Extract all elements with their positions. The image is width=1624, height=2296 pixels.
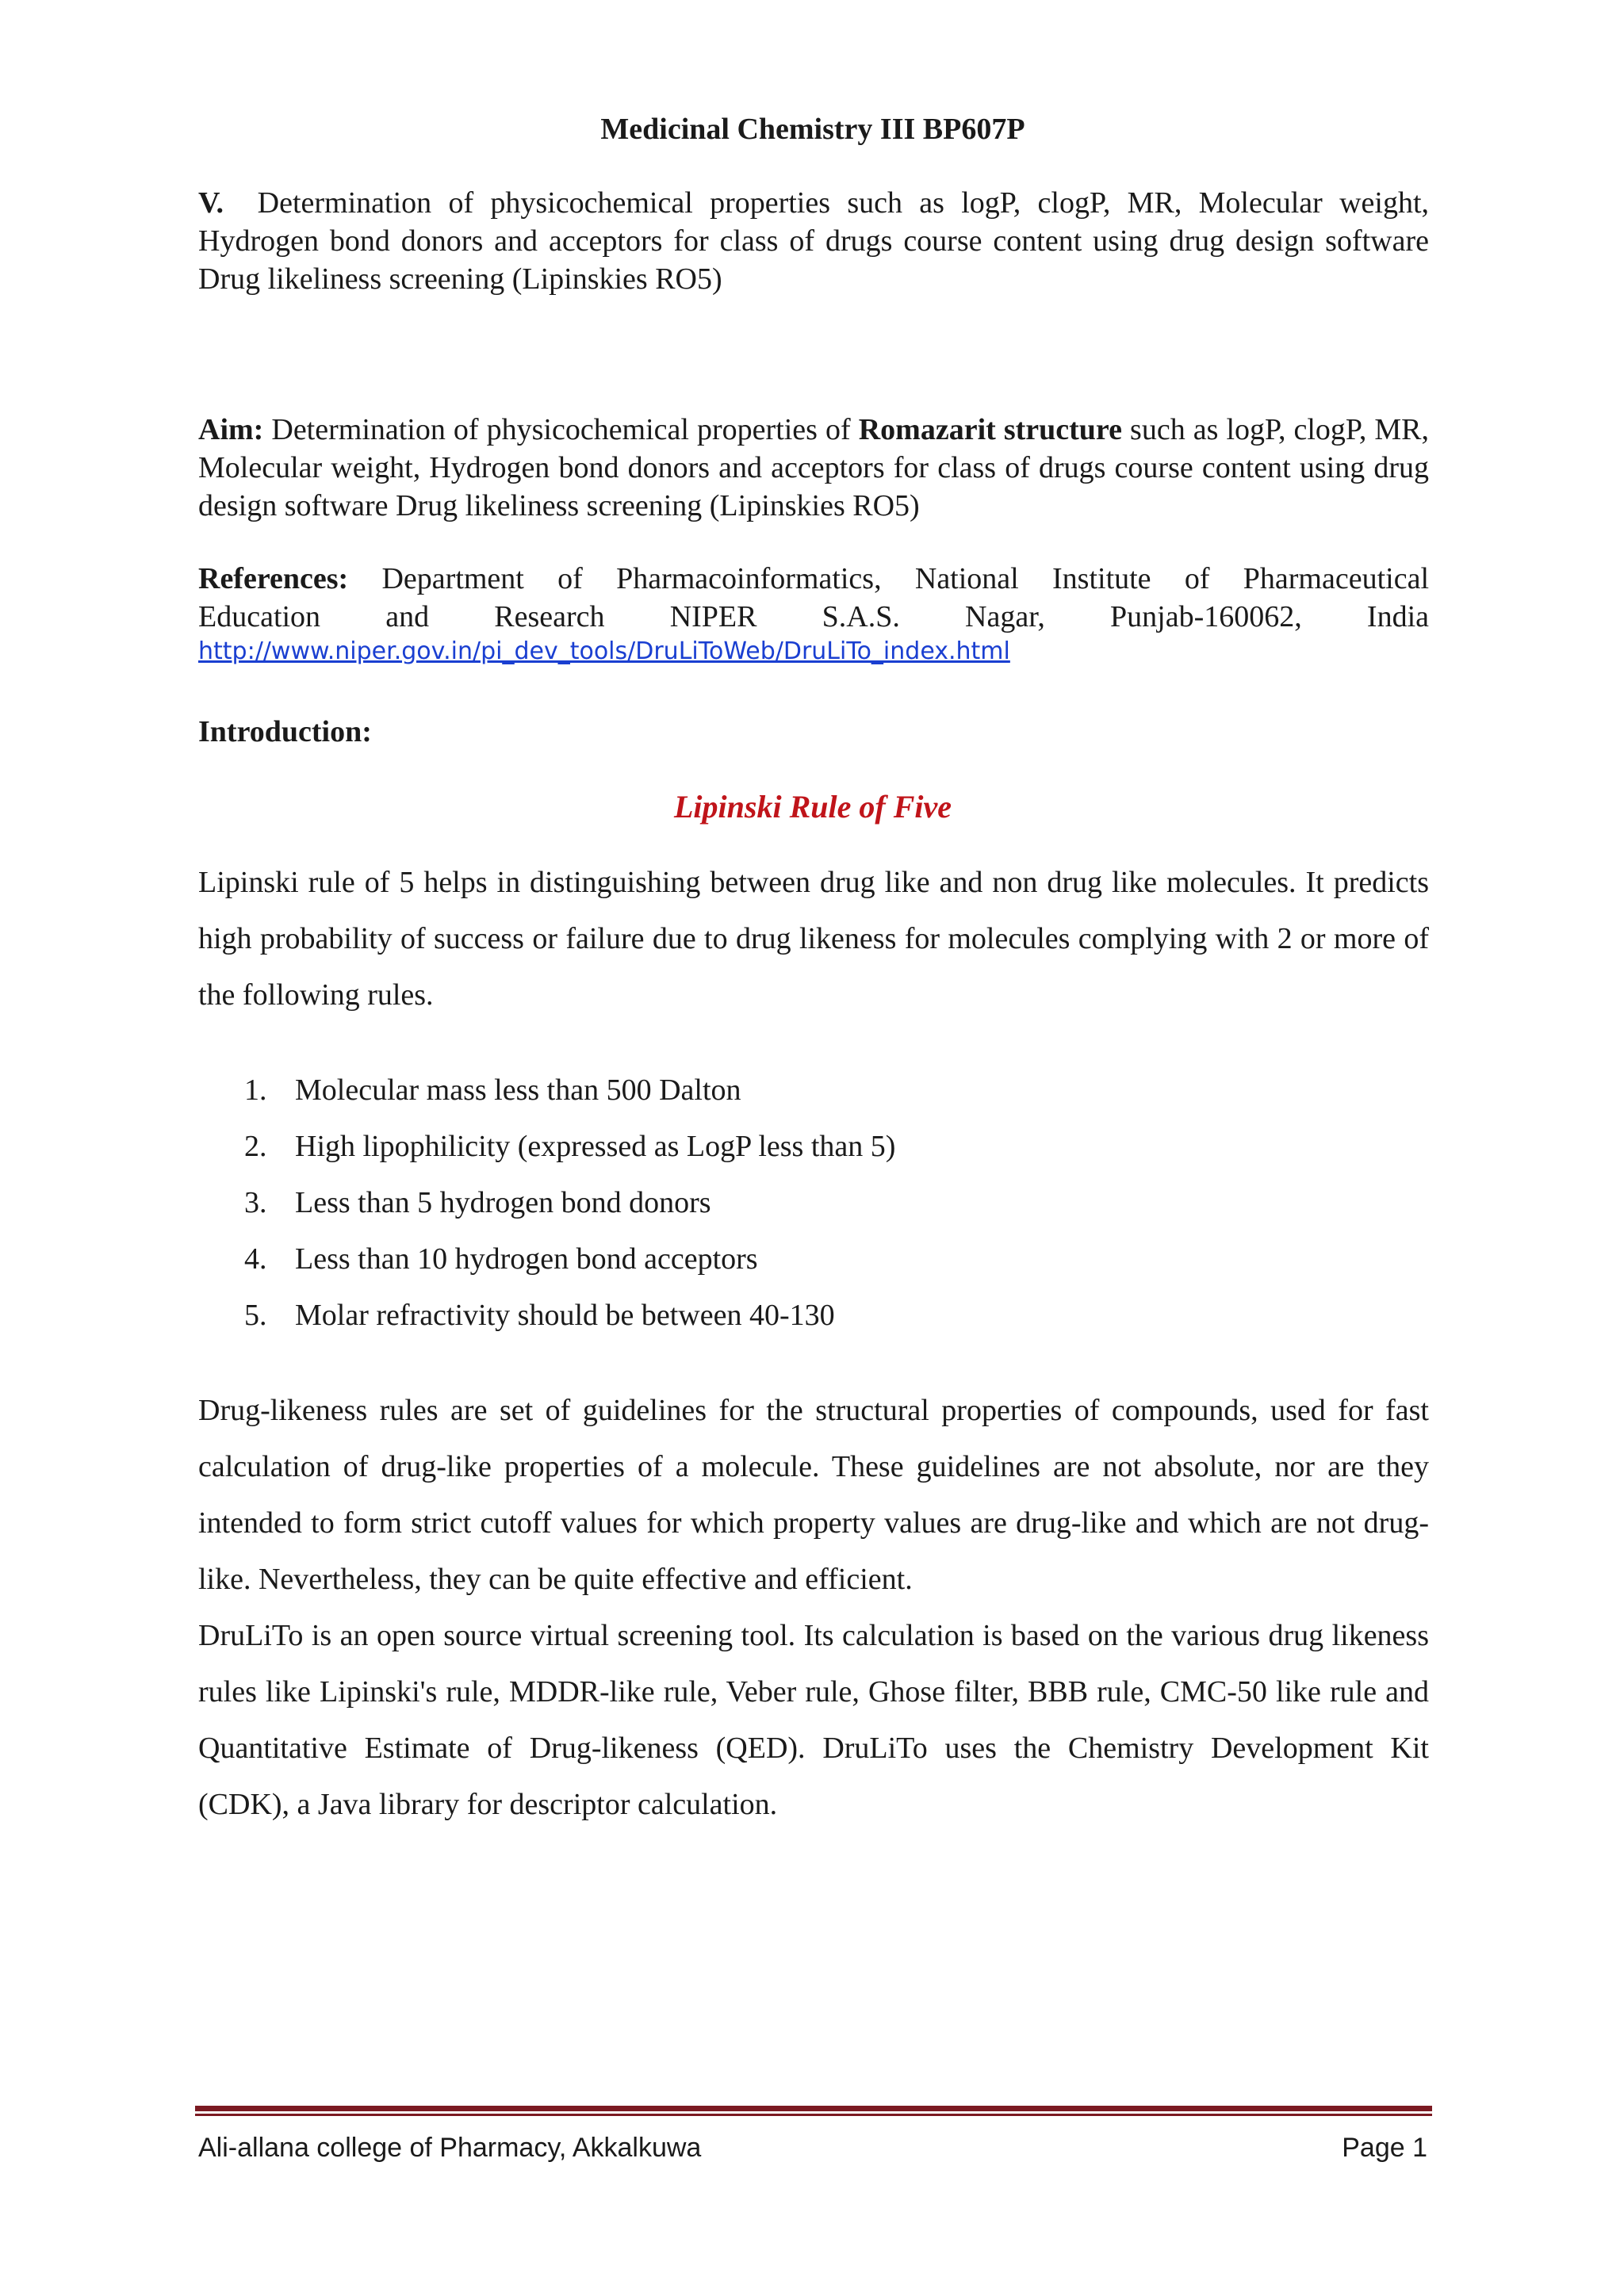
footer-page-number: Page 1 — [1342, 2133, 1427, 2163]
references-link[interactable]: http://www.niper.gov.in/pi_dev_tools/DruLiToWeb/DruLiTo_index.html — [198, 637, 1010, 665]
page-title: Medicinal Chemistry III BP607P — [600, 113, 1025, 146]
list-item-text: Less than 5 hydrogen bond donors — [295, 1186, 711, 1219]
section-v-label: V. — [198, 186, 224, 220]
list-item-number: 5. — [244, 1299, 267, 1332]
references-line-1 — [198, 560, 1429, 598]
references-label: References: — [198, 562, 349, 595]
aim-highlight: Romazarit structure — [858, 413, 1122, 446]
list-item — [244, 1175, 895, 1231]
aim-label: Aim: — [198, 413, 264, 446]
list-item-text: High lipophilicity (expressed as LogP less than 5) — [295, 1130, 896, 1163]
aim-text-before: Determination of physicochemical properties of — [271, 413, 851, 446]
references-paragraph — [198, 560, 1429, 668]
list-item-number: 2. — [244, 1130, 267, 1163]
references-line1-text: Department of Pharmacoinformatics, National Institute of Pharmaceutical — [381, 562, 1429, 595]
footer-college-name: Ali-allana college of Pharmacy, Akkalkuwa — [198, 2133, 702, 2163]
footer-divider-thin — [195, 2114, 1432, 2116]
list-item — [244, 1119, 895, 1175]
list-item-text: Less than 10 hydrogen bond acceptors — [295, 1242, 758, 1276]
list-item-number: 3. — [244, 1186, 267, 1219]
list-item — [244, 1231, 895, 1288]
aim-text-after: such as logP, clogP, MR, Molecular weight, Hydrogen bond donors and acceptors for class of drugs course content using drug design software Drug likeliness screening (Lipinskies RO5) — [198, 413, 1430, 522]
references-line-2: Education and Research NIPER S.A.S. Nagar, Punjab-160062, India — [198, 600, 1429, 633]
lipinski-rule-title: Lipinski Rule of Five — [674, 789, 952, 825]
intro-paragraph-3: DruLiTo is an open source virtual screening tool. Its calculation is based on the various drug likeness rules like Lipinski's rule, MDDR-like rule, Veber rule, Ghose filter, BBB rule, CMC-50 like rule and Quantitative Estimate of Drug-likeness (QED). DruLiTo uses the Chemistry Development Kit (CDK), a Java library for descriptor calculation. — [198, 1619, 1429, 1821]
footer-divider-thick — [195, 2106, 1432, 2111]
intro-paragraph-2: Drug-likeness rules are set of guidelines for the structural properties of compounds, used for fast calculation of drug-like properties of a molecule. These guidelines are not absolute, nor are they intended to form strict cutoff values for which property values are drug-like and which are not drug-like. Nevertheless, they can be quite effective and efficient. — [198, 1394, 1429, 1596]
rules-list — [244, 1062, 895, 1344]
aim-paragraph — [198, 411, 1429, 525]
section-v-text: Determination of physicochemical properties such as logP, clogP, MR, Molecular weight, Hydrogen bond donors and acceptors for class of drugs course content using drug design software Drug likeliness screening (Lipinskies RO5) — [198, 186, 1430, 296]
introduction-heading: Introduction: — [198, 715, 372, 748]
list-item-text: Molecular mass less than 500 Dalton — [295, 1073, 741, 1107]
list-item-number: 1. — [244, 1073, 267, 1107]
list-item-number: 4. — [244, 1242, 267, 1276]
list-item — [244, 1288, 895, 1344]
list-item-text: Molar refractivity should be between 40-130 — [295, 1299, 835, 1332]
list-item — [244, 1062, 895, 1119]
intro-paragraph-1: Lipinski rule of 5 helps in distinguishing between drug like and non drug like molecules. It predicts high probability of success or failure due to drug likeness for molecules complying with 2 or more of the following rules. — [198, 866, 1429, 1012]
section-v-paragraph — [198, 184, 1429, 298]
